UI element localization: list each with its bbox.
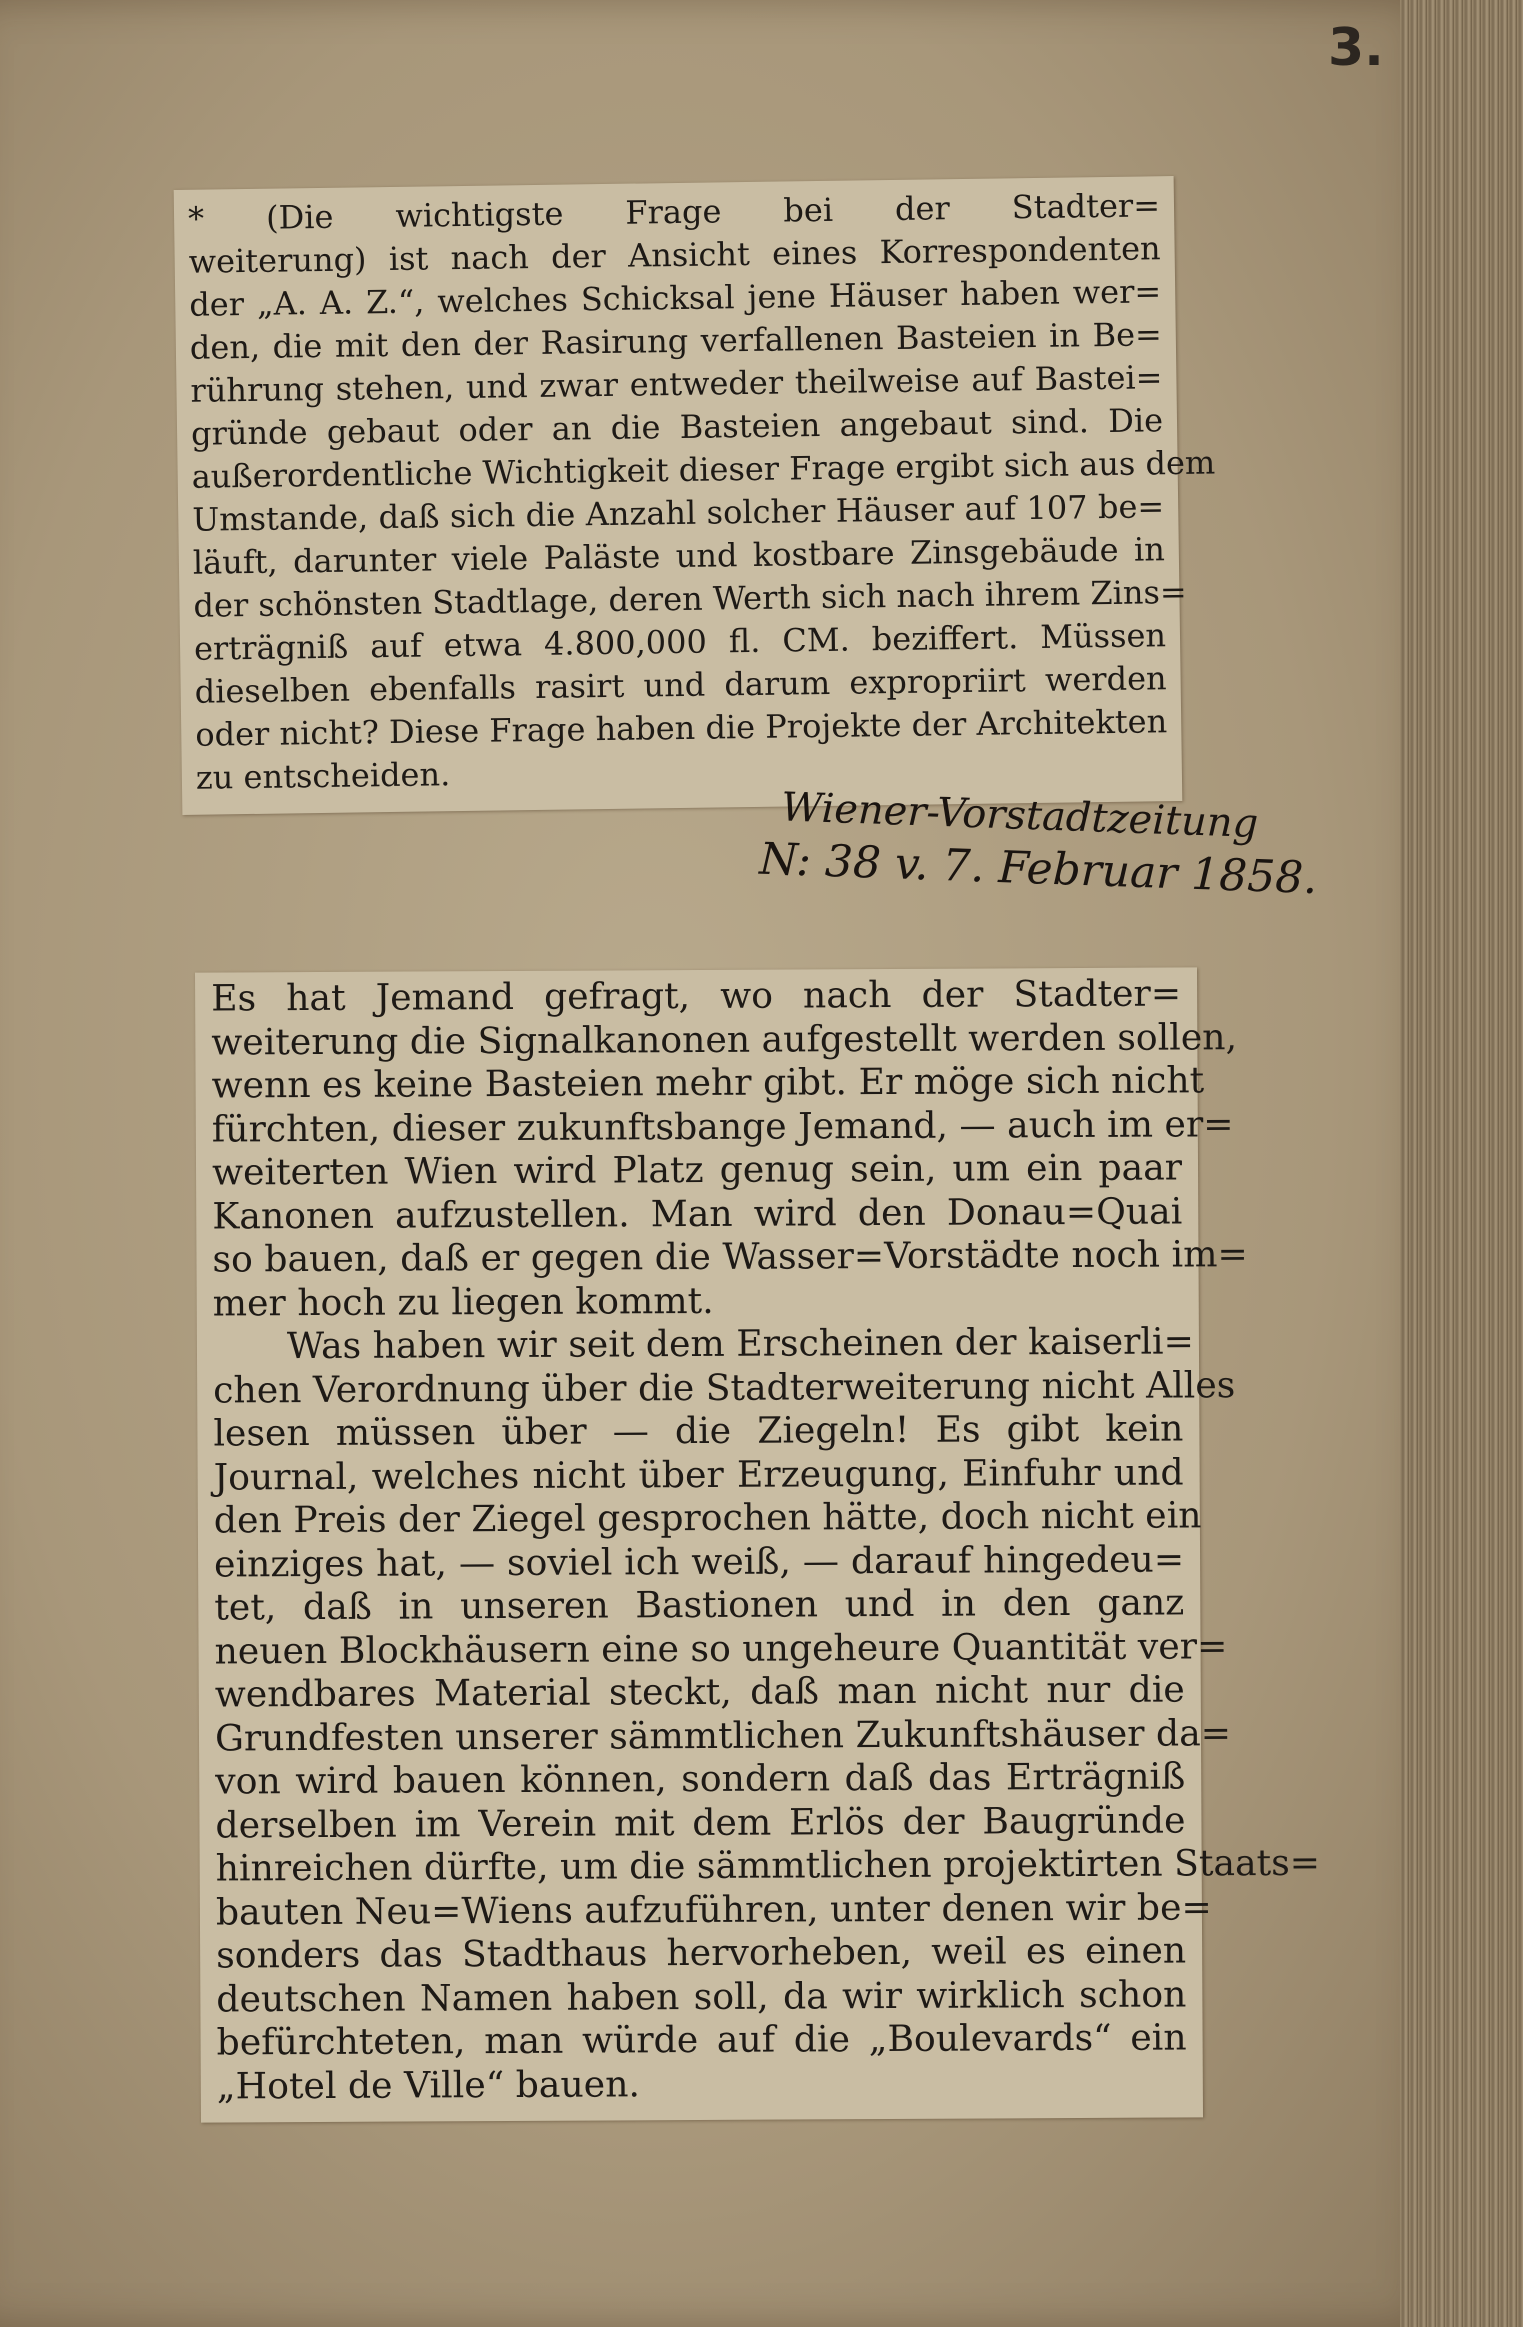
clipping-line: befürchteten, man würde auf die „Boulevards“ ein [216,2015,1187,2064]
clipping-line: einziges hat, — soviel ich weiß, — darauf hingedeu= [213,1536,1185,1586]
clipping-line: Was haben wir seit dem Erscheinen der kaiserli= [286,1319,1194,1368]
clipping-line: hinreichen dürfte, um die sämmtlichen projektirten Staats= [215,1840,1321,1890]
clipping-line: * (Die wichtigste Frage bei der Stadter= [187,186,1161,238]
clipping-line: oder nicht? Diese Frage haben die Projekte der Architekten [195,702,1168,754]
clipping-line: erträgniß auf etwa 4.800,000 fl. CM. beziffert. Müssen [193,616,1167,668]
clipping-line: chen Verordnung über die Stadterweiterung nicht Alles [213,1362,1236,1412]
clipping-line: den Preis der Ziegel gesprochen hätte, doch nicht ein [213,1493,1202,1542]
clipping-line: rührung stehen, und zwar entweder theilweise auf Bastei= [190,358,1163,410]
clipping-line: weiterten Wien wird Platz genug sein, um ein paar [211,1145,1183,1194]
clipping-line: zu entscheiden. [195,755,451,797]
clipping-line: läuft, darunter viele Paläste und kostbare Zinsgebäude in [192,530,1166,582]
clipping-line: gründe gebaut oder an die Basteien angebaut sind. Die [190,401,1164,453]
clipping-line: Umstande, daß sich die Anzahl solcher Häuser auf 107 be= [192,487,1165,539]
clipping-line: deutschen Namen haben soll, da wir wirklich schon [216,1971,1187,2021]
handwritten-line: Wiener-Vorstadtzeitung [780,784,1259,848]
handwritten-source-note [758,784,1411,908]
clipping-line: tet, daß in unseren Bastionen und in den ganz [214,1580,1185,1629]
clipping-line: Kanonen aufzustellen. Man wird den Donau=Quai [212,1188,1183,1238]
clipping-line: fürchten, dieser zukunftsbange Jemand, — auch im er= [211,1101,1234,1151]
clipping-line: den, die mit den der Rasirung verfallenen Basteien in Be= [189,315,1163,367]
clipping-line: wenn es keine Basteien mehr gibt. Er möge sich nicht [211,1058,1205,1107]
clipping-line: von wird bauen können, sondern daß das Erträgniß [215,1754,1186,1803]
clipping-line: Grundfesten unserer sämmtlichen Zukunftshäuser da= [214,1710,1232,1760]
clipping-line: mer hoch zu liegen kommt. [212,1278,714,1325]
clipping-line: lesen müssen über — die Ziegeln! Es gibt kein [213,1406,1184,1455]
page-number: 3. [1328,18,1384,78]
clipping-line: so bauen, daß er gegen die Wasser=Vorstädte noch im= [212,1232,1248,1281]
clipping-line: weiterung die Signalkanonen aufgestellt werden sollen, [211,1014,1238,1064]
clipping-line: neuen Blockhäusern eine so ungeheure Quantität ver= [214,1623,1228,1673]
book-page-edges [1400,0,1523,2327]
newspaper-clipping-1 [174,176,1216,815]
newspaper-clipping-2 [195,967,1321,2122]
clipping-line: der schönsten Stadtlage, deren Werth sich nach ihrem Zins= [193,572,1187,625]
clipping-line: außerordentliche Wichtigkeit dieser Frage ergibt sich aus dem [191,443,1216,496]
clipping-line: wendbares Material steckt, daß man nicht nur die [214,1667,1185,1716]
clipping-line: „Hotel de Ville“ bauen. [216,2061,641,2108]
clipping-line: dieselben ebenfalls rasirt und darum expropriirt werden [194,659,1167,711]
clipping-line: Es hat Jemand gefragt, wo nach der Stadter= [211,971,1182,1020]
handwritten-line: N: 38 v. 7. Februar 1858. [758,833,1319,905]
clipping-line: bauten Neu=Wiens aufzuführen, unter denen wir be= [215,1884,1212,1934]
clipping-line: Journal, welches nicht über Erzeugung, Einfuhr und [213,1449,1184,1499]
clipping-line: derselben im Verein mit dem Erlös der Baugründe [215,1797,1186,1847]
clipping-line: weiterung) ist nach der Ansicht eines Korrespondenten [188,229,1161,281]
clipping-line: sonders das Stadthaus hervorheben, weil es einen [216,1928,1187,1977]
clipping-line: der „A. A. Z.“, welches Schicksal jene Häuser haben wer= [189,272,1162,324]
